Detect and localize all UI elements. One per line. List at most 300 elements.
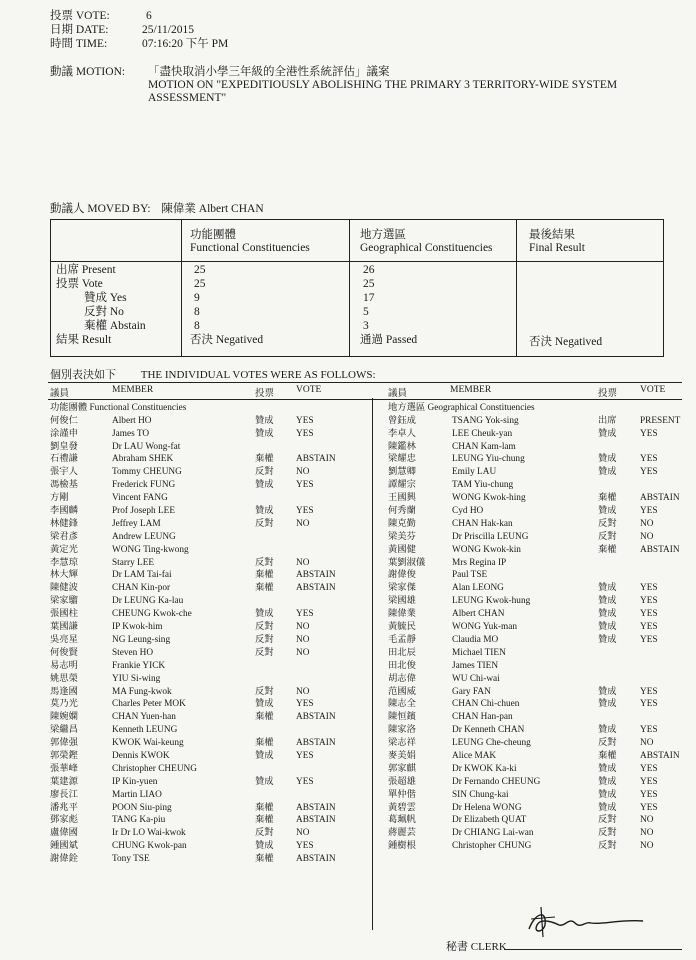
member-name-zh: 謝偉銓 xyxy=(50,854,78,865)
summary-row-label: 結果 Result xyxy=(56,334,112,346)
member-row xyxy=(388,776,688,789)
member-name-en: POON Siu-ping xyxy=(112,802,172,813)
member-name-en: CHAN Kam-lam xyxy=(452,441,516,452)
member-row xyxy=(388,441,688,454)
member-row xyxy=(50,428,370,441)
member-row xyxy=(388,660,688,673)
vote-en: ABSTAIN xyxy=(296,738,336,749)
member-row xyxy=(50,724,370,737)
clerk-signature xyxy=(525,903,675,941)
member-name-zh: 何俊仁 xyxy=(50,415,78,426)
member-name-en: Kenneth LEUNG xyxy=(112,725,178,736)
vote-zh: 棄權 xyxy=(255,454,274,465)
vote-en: YES xyxy=(296,415,314,426)
member-name-zh: 梁耀忠 xyxy=(388,454,416,465)
vote-en: YES xyxy=(640,699,658,710)
vote-en: NO xyxy=(296,518,310,529)
vote-zh: 贊成 xyxy=(598,776,617,787)
member-row xyxy=(50,582,370,595)
vote-zh: 贊成 xyxy=(255,699,274,710)
member-name-zh: 黃碧雲 xyxy=(388,802,416,813)
vote-en: YES xyxy=(640,609,658,620)
member-name-en: Alan LEONG xyxy=(452,583,504,594)
member-name-zh: 姚思榮 xyxy=(50,673,78,684)
member-name-en: Martin LIAO xyxy=(112,789,162,800)
member-name-zh: 蔣麗芸 xyxy=(388,828,416,839)
summary-divider xyxy=(349,220,350,356)
member-name-en: Andrew LEUNG xyxy=(112,531,176,542)
motion-title-en-1: MOTION ON "EXPEDITIOUSLY ABOLISHING THE PRIMARY 3 TERRITORY-WIDE SYSTEM xyxy=(148,79,618,91)
member-name-zh: 謝偉俊 xyxy=(388,570,416,581)
member-name-zh: 鄧家彪 xyxy=(50,815,78,826)
vote-en: NO xyxy=(640,815,654,826)
motion-label: 動議 MOTION: xyxy=(50,66,126,78)
fc-members-column xyxy=(50,403,370,866)
member-row xyxy=(50,595,370,608)
member-row xyxy=(50,557,370,570)
vote-zh: 棄權 xyxy=(255,815,274,826)
vote-en: YES xyxy=(640,506,658,517)
gc-abstain: 3 xyxy=(363,320,369,332)
vote-en: YES xyxy=(640,428,658,439)
member-row xyxy=(50,569,370,582)
vote-en: YES xyxy=(296,699,314,710)
member-name-en: Dr LAM Tai-fai xyxy=(112,570,172,581)
gc-section-title: 地方選區 Geographical Constituencies xyxy=(388,403,535,413)
vote-zh: 反對 xyxy=(255,557,274,568)
summary-row-label: 出席 Present xyxy=(56,264,116,276)
member-name-en: Frederick FUNG xyxy=(112,480,176,491)
member-name-en: Dr Kenneth CHAN xyxy=(452,725,525,736)
member-name-en: LEUNG Che-cheung xyxy=(452,738,531,749)
gc-result: 通過 Passed xyxy=(360,334,418,346)
member-name-zh: 何秀蘭 xyxy=(388,506,416,517)
vote-zh: 反對 xyxy=(598,815,617,826)
member-name-en: IP Kwok-him xyxy=(112,622,163,633)
vote-en: YES xyxy=(640,596,658,607)
member-name-en: Michael TIEN xyxy=(452,647,506,658)
vote-en: YES xyxy=(640,634,658,645)
member-name-en: Alice MAK xyxy=(452,750,497,761)
vote-zh: 反對 xyxy=(255,634,274,645)
member-name-en: Claudia MO xyxy=(452,634,499,645)
vote-zh: 贊成 xyxy=(255,415,274,426)
vote-zh: 棄權 xyxy=(598,493,617,504)
member-name-zh: 方剛 xyxy=(50,493,69,504)
member-row xyxy=(388,518,688,531)
member-name-en: Dr KWOK Ka-ki xyxy=(452,763,517,774)
vote-en: YES xyxy=(296,480,314,491)
time-line xyxy=(50,38,228,51)
member-name-en: WONG Yuk-man xyxy=(452,622,517,633)
member-name-en: Abraham SHEK xyxy=(112,454,174,465)
member-name-en: TAM Yiu-chung xyxy=(452,480,514,491)
member-name-en: CHUNG Kwok-pan xyxy=(112,841,187,852)
member-row xyxy=(50,789,370,802)
vote-en: YES xyxy=(640,622,658,633)
member-name-en: MA Fung-kwok xyxy=(112,686,172,697)
member-name-zh: 陳克勤 xyxy=(388,518,416,529)
fc-present: 25 xyxy=(194,264,206,276)
member-row xyxy=(388,582,688,595)
member-name-en: TSANG Yok-sing xyxy=(452,415,519,426)
member-name-zh: 黃定光 xyxy=(50,544,78,555)
member-row xyxy=(388,479,688,492)
gc-header-zh: 地方選區 xyxy=(360,229,406,241)
member-name-zh: 劉皇發 xyxy=(50,441,78,452)
member-name-en: Dr Helena WONG xyxy=(452,802,522,813)
vote-en: NO xyxy=(296,634,310,645)
vote-zh: 棄權 xyxy=(255,570,274,581)
vote-en: NO xyxy=(296,557,310,568)
member-name-zh: 李國麟 xyxy=(50,506,78,517)
member-row xyxy=(388,763,688,776)
vote-zh: 贊成 xyxy=(598,699,617,710)
vote-zh: 贊成 xyxy=(598,596,617,607)
member-row xyxy=(388,492,688,505)
member-row xyxy=(388,544,688,557)
member-name-zh: 陳志全 xyxy=(388,699,416,710)
member-name-zh: 盧偉國 xyxy=(50,828,78,839)
vote-zh: 贊成 xyxy=(598,583,617,594)
member-name-en: Vincent FANG xyxy=(112,493,168,504)
vote-en: NO xyxy=(640,531,654,542)
member-name-zh: 梁家騮 xyxy=(50,596,78,607)
fc-yes: 9 xyxy=(194,292,200,304)
summary-header-rule xyxy=(51,261,663,262)
vote-en: NO xyxy=(640,738,654,749)
time-label: 時間 TIME: xyxy=(50,38,108,50)
vote-en: ABSTAIN xyxy=(296,854,336,865)
fc-header-en: Functional Constituencies xyxy=(190,242,310,255)
vote-en: YES xyxy=(296,609,314,620)
vote-en: YES xyxy=(640,454,658,465)
member-name-zh: 吳亮星 xyxy=(50,634,78,645)
motion-title-zh: 「盡快取消小學三年級的全港性系統評估」議案 xyxy=(148,66,390,78)
member-row xyxy=(388,724,688,737)
member-name-zh: 張華峰 xyxy=(50,763,78,774)
member-name-zh: 鍾國斌 xyxy=(50,841,78,852)
vote-zh: 棄權 xyxy=(255,712,274,723)
vote-en: YES xyxy=(640,725,658,736)
member-name-en: LEE Cheuk-yan xyxy=(452,428,513,439)
member-name-zh: 葉建源 xyxy=(50,776,78,787)
vote-zh: 反對 xyxy=(255,518,274,529)
vote-number-line xyxy=(50,10,152,23)
member-row xyxy=(388,711,688,724)
member-name-zh: 范國威 xyxy=(388,686,416,697)
vote-zh: 反對 xyxy=(255,647,274,658)
vote-en: YES xyxy=(296,776,314,787)
member-name-zh: 郭偉强 xyxy=(50,738,78,749)
vote-value: 6 xyxy=(146,10,152,22)
time-value: 07:16:20 下午 PM xyxy=(142,38,229,50)
vote-en: YES xyxy=(640,802,658,813)
member-row xyxy=(388,569,688,582)
member-name-zh: 麥美娟 xyxy=(388,750,416,761)
vote-zh: 反對 xyxy=(598,828,617,839)
date-value: 25/11/2015 xyxy=(142,24,194,36)
member-row xyxy=(50,698,370,711)
member-name-zh: 何俊賢 xyxy=(50,647,78,658)
member-row xyxy=(50,686,370,699)
gc-header xyxy=(360,229,493,256)
member-name-zh: 陳恒鑌 xyxy=(388,712,416,723)
member-name-zh: 毛孟靜 xyxy=(388,634,416,645)
member-name-en: Cyd HO xyxy=(452,506,484,517)
fc-abstain: 8 xyxy=(194,320,200,332)
member-name-en: IP Kin-yuen xyxy=(112,776,158,787)
member-row xyxy=(50,479,370,492)
member-name-zh: 張國柱 xyxy=(50,609,78,620)
member-name-en: James TO xyxy=(112,428,150,439)
member-row xyxy=(50,827,370,840)
vote-zh: 贊成 xyxy=(598,622,617,633)
vote-zh: 贊成 xyxy=(598,454,617,465)
header-member-zh: 議員 xyxy=(50,389,70,399)
member-row xyxy=(388,789,688,802)
member-row xyxy=(388,621,688,634)
vote-zh: 棄權 xyxy=(255,738,274,749)
member-row xyxy=(388,802,688,815)
member-name-en: Dennis KWOK xyxy=(112,750,170,761)
member-row xyxy=(50,737,370,750)
member-name-zh: 梁國雄 xyxy=(388,596,416,607)
member-row xyxy=(388,698,688,711)
final-header-en: Final Result xyxy=(529,242,585,255)
vote-en: NO xyxy=(296,686,310,697)
member-name-en: CHEUNG Kwok-che xyxy=(112,609,192,620)
member-name-en: WONG Kwok-kin xyxy=(452,544,521,555)
vote-zh: 反對 xyxy=(598,518,617,529)
member-name-en: Prof Joseph LEE xyxy=(112,506,176,517)
member-row xyxy=(50,492,370,505)
summary-row-label: 反對 No xyxy=(84,306,124,318)
vote-en: NO xyxy=(640,841,654,852)
member-name-en: Jeffrey LAM xyxy=(112,518,161,529)
vote-zh: 棄權 xyxy=(255,802,274,813)
member-name-en: Dr LAU Wong-fat xyxy=(112,441,181,452)
vote-en: NO xyxy=(296,647,310,658)
moved-by-line xyxy=(50,200,264,216)
member-row xyxy=(50,776,370,789)
fc-result: 否決 Negatived xyxy=(190,334,264,346)
member-row xyxy=(388,415,688,428)
member-name-zh: 梁美芬 xyxy=(388,531,416,542)
member-name-en: WONG Kwok-hing xyxy=(452,493,526,504)
vote-en: ABSTAIN xyxy=(296,712,336,723)
vote-en: YES xyxy=(640,763,658,774)
member-name-en: Tony TSE xyxy=(112,854,150,865)
vote-en: ABSTAIN xyxy=(296,815,336,826)
member-row xyxy=(50,415,370,428)
member-row xyxy=(388,840,688,853)
member-name-zh: 林健鋒 xyxy=(50,518,78,529)
vote-zh: 贊成 xyxy=(598,506,617,517)
member-row xyxy=(50,814,370,827)
member-row xyxy=(50,840,370,853)
vote-zh: 反對 xyxy=(255,828,274,839)
member-row xyxy=(388,647,688,660)
final-header xyxy=(529,229,585,256)
member-name-en: James TIEN xyxy=(452,660,499,671)
fc-no: 8 xyxy=(194,306,200,318)
vote-zh: 贊成 xyxy=(598,686,617,697)
member-name-zh: 田北俊 xyxy=(388,660,416,671)
member-name-zh: 黃國健 xyxy=(388,544,416,555)
vote-en: ABSTAIN xyxy=(296,583,336,594)
member-name-en: Dr CHIANG Lai-wan xyxy=(452,828,534,839)
member-name-en: Charles Peter MOK xyxy=(112,699,186,710)
vote-en: YES xyxy=(640,467,658,478)
member-row xyxy=(50,531,370,544)
vote-en: NO xyxy=(296,622,310,633)
fc-section-title: 功能團體 Functional Constituencies xyxy=(50,403,187,413)
gc-header-en: Geographical Constituencies xyxy=(360,242,493,255)
moved-by-value: 陳偉業 Albert CHAN xyxy=(161,203,264,215)
vote-zh: 贊成 xyxy=(255,609,274,620)
member-name-en: CHAN Chi-chuen xyxy=(452,699,520,710)
header-vote-zh: 投票 xyxy=(598,389,618,399)
member-row xyxy=(388,505,688,518)
member-name-zh: 陳家洛 xyxy=(388,725,416,736)
vote-en: PRESENT xyxy=(640,415,681,426)
member-name-en: NG Leung-sing xyxy=(112,634,171,645)
vote-en: YES xyxy=(640,789,658,800)
member-name-en: Starry LEE xyxy=(112,557,155,568)
vote-zh: 贊成 xyxy=(598,634,617,645)
member-name-zh: 陳健波 xyxy=(50,583,78,594)
member-row xyxy=(388,814,688,827)
member-row xyxy=(50,608,370,621)
member-name-zh: 張宇人 xyxy=(50,467,78,478)
vote-label: 投票 VOTE: xyxy=(50,10,110,22)
member-name-en: CHAN Kin-por xyxy=(112,583,171,594)
vote-en: ABSTAIN xyxy=(640,493,680,504)
fc-member-list xyxy=(50,415,370,866)
member-name-zh: 陳鑑林 xyxy=(388,441,416,452)
member-name-zh: 梁志祥 xyxy=(388,738,416,749)
member-name-zh: 田北辰 xyxy=(388,647,416,658)
member-name-zh: 單仲偕 xyxy=(388,789,416,800)
header-member-zh: 議員 xyxy=(388,389,408,399)
vote-zh: 反對 xyxy=(598,841,617,852)
summary-divider xyxy=(516,220,517,356)
member-name-en: Mrs Regina IP xyxy=(452,557,507,568)
member-name-zh: 郭家麒 xyxy=(388,763,416,774)
header-vote-en: VOTE xyxy=(296,385,322,395)
vote-zh: 贊成 xyxy=(598,428,617,439)
member-name-zh: 葉劉淑儀 xyxy=(388,557,426,568)
member-name-zh: 潘兆平 xyxy=(50,802,78,813)
final-result: 否決 Negatived xyxy=(529,336,603,348)
vote-en: YES xyxy=(296,750,314,761)
member-name-en: Dr LEUNG Ka-lau xyxy=(112,596,184,607)
member-row xyxy=(388,686,688,699)
member-name-zh: 梁繼昌 xyxy=(50,725,78,736)
member-name-en: LEUNG Yiu-chung xyxy=(452,454,525,465)
member-name-zh: 莫乃光 xyxy=(50,699,78,710)
individual-title-en: THE INDIVIDUAL VOTES WERE AS FOLLOWS: xyxy=(140,369,376,381)
member-name-zh: 鍾樹根 xyxy=(388,841,416,852)
vote-zh: 贊成 xyxy=(255,750,274,761)
header-member-en: MEMBER xyxy=(450,385,492,395)
vote-en: YES xyxy=(296,428,314,439)
member-name-en: WU Chi-wai xyxy=(452,673,500,684)
vote-en: ABSTAIN xyxy=(296,570,336,581)
individual-title-zh: 個別表決如下 xyxy=(50,369,116,381)
vote-zh: 贊成 xyxy=(598,763,617,774)
member-name-en: CHAN Yuen-han xyxy=(112,712,176,723)
gc-members-column xyxy=(388,403,688,853)
vote-zh: 贊成 xyxy=(255,480,274,491)
vote-zh: 贊成 xyxy=(255,428,274,439)
gc-no: 5 xyxy=(363,306,369,318)
clerk-signature-line xyxy=(504,949,682,950)
vote-zh: 棄權 xyxy=(255,854,274,865)
moved-by-label: 動議人 MOVED BY: xyxy=(50,203,151,215)
member-name-zh: 王國興 xyxy=(388,493,416,504)
member-name-en: Ir Dr LO Wai-kwok xyxy=(112,828,186,839)
member-row xyxy=(388,453,688,466)
member-row xyxy=(50,518,370,531)
vote-en: YES xyxy=(640,776,658,787)
member-row xyxy=(388,595,688,608)
vote-en: YES xyxy=(640,686,658,697)
member-name-en: Albert CHAN xyxy=(452,609,505,620)
vote-en: NO xyxy=(296,467,310,478)
vote-zh: 贊成 xyxy=(255,506,274,517)
fc-header-zh: 功能團體 xyxy=(190,229,236,241)
header-member-en: MEMBER xyxy=(112,385,154,395)
vote-zh: 贊成 xyxy=(598,609,617,620)
member-row xyxy=(50,466,370,479)
member-name-zh: 陳婉嫻 xyxy=(50,712,78,723)
member-name-zh: 葉國謙 xyxy=(50,622,78,633)
member-name-zh: 易志明 xyxy=(50,660,78,671)
member-name-en: CHAN Hak-kan xyxy=(452,518,513,529)
gc-vote: 25 xyxy=(363,278,375,290)
member-name-zh: 涂謹申 xyxy=(50,428,78,439)
fc-vote: 25 xyxy=(194,278,206,290)
member-name-en: TANG Ka-piu xyxy=(112,815,166,826)
member-name-zh: 馮檢基 xyxy=(50,480,78,491)
summary-row-label: 投票 Vote xyxy=(56,278,103,290)
member-name-zh: 梁家傑 xyxy=(388,583,416,594)
member-name-en: Emily LAU xyxy=(452,467,497,478)
member-name-zh: 李慧琼 xyxy=(50,557,78,568)
vote-zh: 反對 xyxy=(255,467,274,478)
vote-zh: 贊成 xyxy=(598,467,617,478)
member-name-zh: 郭榮鏗 xyxy=(50,750,78,761)
vote-en: ABSTAIN xyxy=(296,802,336,813)
member-name-en: Steven HO xyxy=(112,647,154,658)
vote-en: YES xyxy=(640,583,658,594)
member-name-zh: 梁君彥 xyxy=(50,531,78,542)
vote-en: YES xyxy=(296,506,314,517)
member-name-zh: 馬逢國 xyxy=(50,686,78,697)
gc-member-list xyxy=(388,415,688,853)
member-name-en: Frankie YICK xyxy=(112,660,166,671)
member-row xyxy=(388,466,688,479)
member-row xyxy=(50,634,370,647)
member-name-zh: 張超雄 xyxy=(388,776,416,787)
vote-en: ABSTAIN xyxy=(640,750,680,761)
vote-en: YES xyxy=(296,841,314,852)
member-row xyxy=(50,544,370,557)
member-name-en: YIU Si-wing xyxy=(112,673,161,684)
summary-divider xyxy=(181,220,182,356)
